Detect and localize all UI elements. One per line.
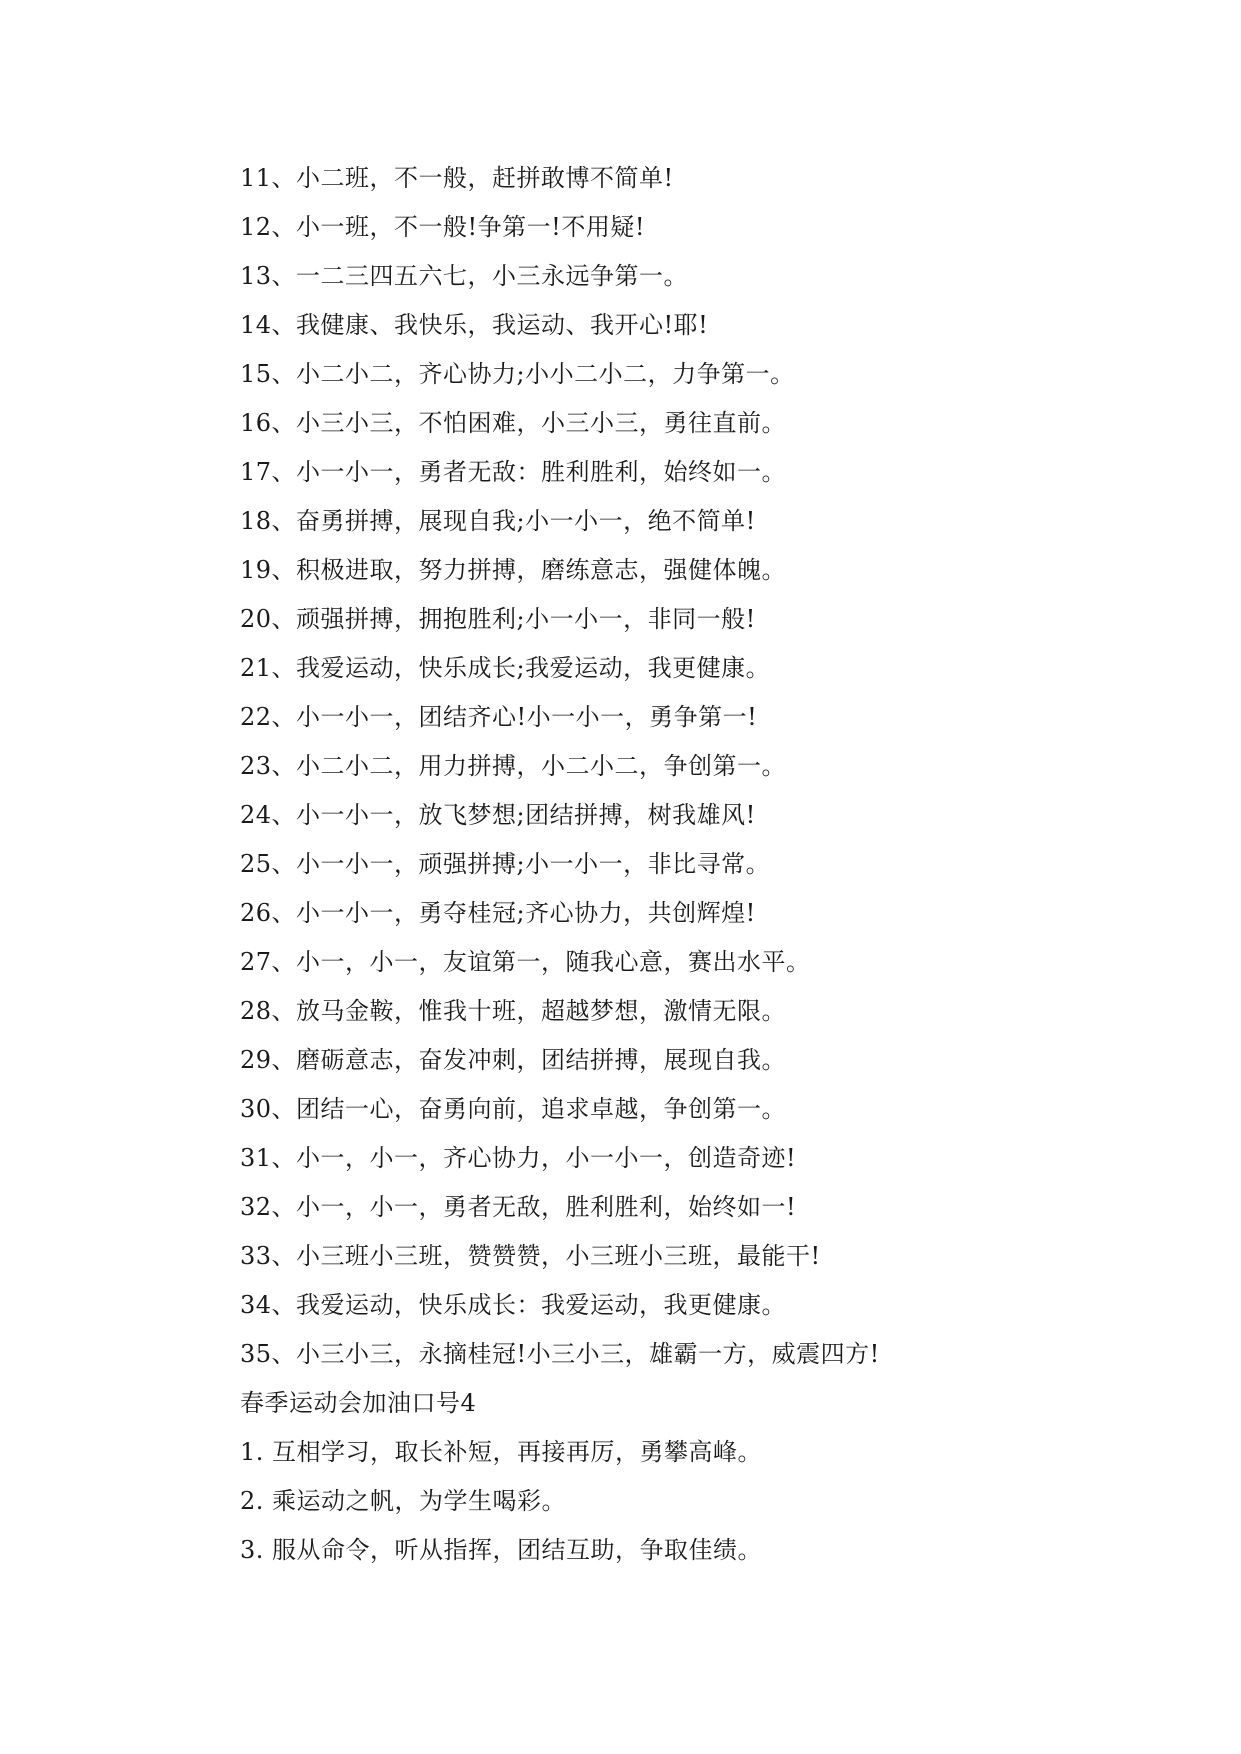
document-body [240, 154, 1140, 1575]
slogan-line-23: 23、小二小二，用力拼搏，小二小二，争创第一。 [240, 752, 787, 780]
slogan-line-28: 28、放马金鞍，惟我十班，超越梦想，激情无限。 [240, 997, 787, 1025]
slogan-line-13: 13、一二三四五六七，小三永远争第一。 [240, 262, 689, 290]
slogan-line-20: 20、顽强拼搏，拥抱胜利;小一小一，非同一般! [240, 605, 756, 633]
slogan-line-15: 15、小二小二，齐心协力;小小二小二，力争第一。 [240, 360, 795, 388]
section-heading: 春季运动会加油口号4 [240, 1389, 477, 1417]
slogan-line-14: 14、我健康、我快乐，我运动、我开心!耶! [240, 311, 709, 339]
slogan-line-34: 34、我爱运动，快乐成长：我爱运动，我更健康。 [240, 1291, 787, 1319]
slogan-line-18: 18、奋勇拼搏，展现自我;小一小一，绝不简单! [240, 507, 756, 535]
slogan-line-30: 30、团结一心，奋勇向前，追求卓越，争创第一。 [240, 1095, 787, 1123]
slogan-line-24: 24、小一小一，放飞梦想;团结拼搏，树我雄风! [240, 801, 756, 829]
slogan-line-21: 21、我爱运动，快乐成长;我爱运动，我更健康。 [240, 654, 771, 682]
slogan-line-11: 11、小二班，不一般，赶拼敢博不简单! [240, 164, 674, 192]
slogan-line-s4-3: 3. 服从命令，听从指挥，团结互助，争取佳绩。 [240, 1536, 763, 1564]
slogan-line-17: 17、小一小一，勇者无敌：胜利胜利，始终如一。 [240, 458, 787, 486]
slogan-line-27: 27、小一，小一，友谊第一，随我心意，赛出水平。 [240, 948, 811, 976]
slogan-line-35: 35、小三小三，永摘桂冠!小三小三，雄霸一方，威震四方! [240, 1340, 880, 1368]
slogan-line-26: 26、小一小一，勇夺桂冠;齐心协力，共创辉煌! [240, 899, 756, 927]
slogan-line-33: 33、小三班小三班，赞赞赞，小三班小三班，最能干! [240, 1242, 821, 1270]
slogan-line-31: 31、小一，小一，齐心协力，小一小一，创造奇迹! [240, 1144, 797, 1172]
slogan-line-16: 16、小三小三，不怕困难，小三小三，勇往直前。 [240, 409, 787, 437]
slogan-line-s4-1: 1. 互相学习，取长补短，再接再厉，勇攀高峰。 [240, 1438, 763, 1466]
slogan-line-25: 25、小一小一，顽强拼搏;小一小一，非比寻常。 [240, 850, 771, 878]
slogan-line-12: 12、小一班，不一般!争第一!不用疑! [240, 213, 645, 241]
slogan-line-32: 32、小一，小一，勇者无敌，胜利胜利，始终如一! [240, 1193, 797, 1221]
slogan-line-29: 29、磨砺意志，奋发冲刺，团结拼搏，展现自我。 [240, 1046, 787, 1074]
slogan-line-19: 19、积极进取，努力拼搏，磨练意志，强健体魄。 [240, 556, 787, 584]
slogan-line-22: 22、小一小一，团结齐心!小一小一，勇争第一! [240, 703, 758, 731]
slogan-line-s4-2: 2. 乘运动之帆，为学生喝彩。 [240, 1487, 567, 1515]
